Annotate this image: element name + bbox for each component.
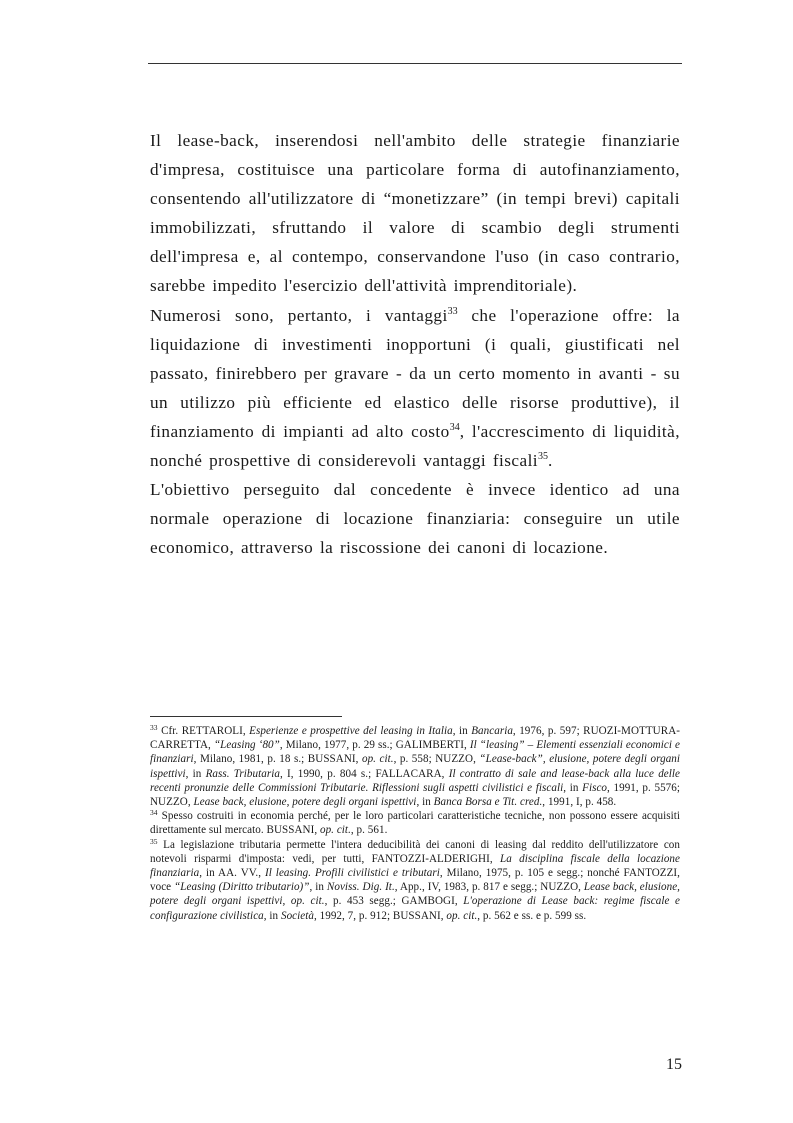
paragraph-1: Il lease-back, inserendosi nell'ambito delle strategie finanziarie d'impresa, costituisce una particolare forma di autofinanziamento, consentendo all'utilizzatore di “monetizzare” (in tempi brevi) capitali immobilizzati, sfruttando il valore di scambio degli strumenti dell'impresa e, al contempo, conservandone l'uso (in caso contrario, sarebbe impedito l'esercizio dell'attività imprenditoriale). [150,131,680,296]
paragraph-2: Numerosi sono, pertanto, i vantaggi$^{33}$ che l'operazione offre: la liquidazione di investimenti inopportuni (i quali, giustificati nel passato, finirebbero per gravare - da un certo momento in avanti - su un utilizzo più efficiente ed elastico delle risorse produttive), il finanziamento di impianti ad alto costo$^{34}$, l'accrescimento di liquidità, nonché prospettive di considerevoli vantaggi fiscali$^{35}$. [150,305,680,471]
header-rule [148,63,682,64]
page-number: 15 [666,1056,682,1073]
main-text [150,126,680,562]
footnote-separator [150,716,342,717]
footnote-35: $^{35}$ La legislazione tributaria permette l'intera deducibilità dei canoni di leasing dal reddito dell'utilizzatore con notevoli risparmi d'imposta: vedi, per tutti, FANTOZZI-ALDERIGHI, La disciplina fiscale della locazione finanziaria, in AA. VV., Il leasing. Profili civilistici e tributari, Milano, 1975, p. 105 e segg.; nonché FANTOZZI, voce “Leasing (Diritto tributario)”, in Noviss. Dig. It., App., IV, 1983, p. 817 e segg.; NUZZO, Lease back, elusione, potere degli organi ispettivi, op. cit., p. 453 segg.; GAMBOGI, L'operazione di Lease back: regime fiscale e configurazione civilistica, in Società, 1992, 7, p. 912; BUSSANI, op. cit., p. 562 e ss. e p. 599 ss. [150,836,680,922]
footnote-34: $^{34}$ Spesso costruiti in economia perché, per le loro particolari caratteristiche tecniche, non possono essere acquisiti direttamente sul mercato. BUSSANI, op. cit., p. 561. [150,808,680,837]
footnote-ref-33: 33 [447,305,458,317]
footnote-ref-35: 35 [538,451,549,463]
paragraph-3: L'obiettivo perseguito dal concedente è invece identico ad una normale operazione di locazione finanziaria: conseguire un utile economico, attraverso la riscossione dei canoni di locazione. [150,480,680,558]
footnotes [150,724,680,923]
footnote-ref-34: 34 [449,421,460,433]
footnote-33: $^{33}$ Cfr. RETTAROLI, Esperienze e prospettive del leasing in Italia, in Bancaria, 1976, p. 597; RUOZI-MOTTURA-CARRETTA, “Leasing ‘80”, Milano, 1977, p. 29 ss.; GALIMBERTI, Il “leasing” – Elementi essenziali economici e finanziari, Milano, 1981, p. 18 s.; BUSSANI, op. cit., p. 558; NUZZO, “Lease-back”, elusione, potere degli organi ispettivi, in Rass. Tributaria, I, 1990, p. 804 s.; FALLACARA, Il contratto di sale and lease-back alla luce delle recenti pronunzie delle Commissioni Tributarie. Riflessioni sugli aspetti civilistici e fiscali, in Fisco, 1991, p. 5576; NUZZO, Lease back, elusione, potere degli organi ispettivi, in Banca Borsa e Tit. cred., 1991, I, p. 458. [150,723,681,809]
